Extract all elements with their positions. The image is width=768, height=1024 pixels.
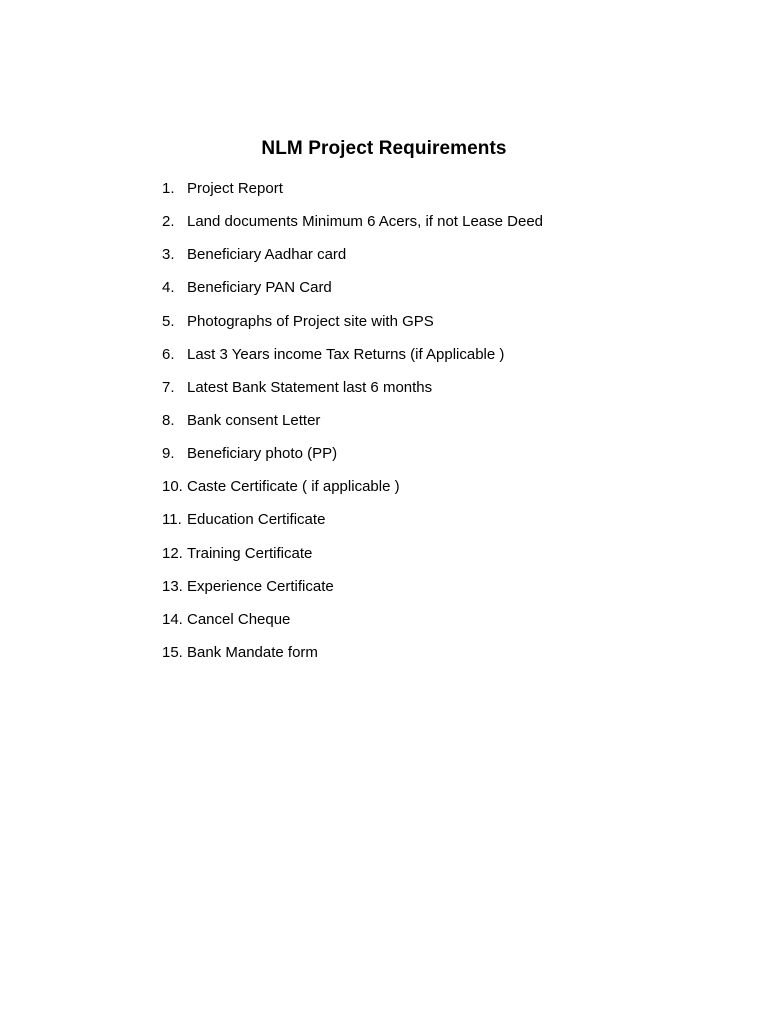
list-item [162, 607, 543, 640]
list-item [162, 541, 543, 574]
item-text: Beneficiary Aadhar card [187, 246, 347, 264]
item-number: 10. [162, 478, 183, 496]
list-item [162, 640, 543, 673]
item-text: Cancel Cheque [187, 610, 291, 628]
list-item [162, 474, 543, 507]
item-text: Bank consent Letter [187, 411, 321, 429]
item-number: 13. [162, 577, 183, 595]
item-text: Photographs of Project site with GPS [187, 312, 434, 330]
item-text: Bank Mandate form [187, 643, 318, 661]
item-number: 8. [162, 411, 175, 429]
list-item [162, 176, 543, 209]
item-text: Last 3 Years income Tax Returns (if Applicable ) [187, 345, 505, 363]
item-text: Experience Certificate [187, 577, 334, 595]
list-item [162, 242, 543, 275]
item-number: 15. [162, 643, 183, 661]
item-number: 2. [162, 213, 175, 231]
item-number: 14. [162, 610, 183, 628]
list-item [162, 441, 543, 474]
requirements-list [162, 176, 543, 673]
list-item [162, 507, 543, 540]
list-item [162, 408, 543, 441]
item-number: 4. [162, 279, 175, 297]
item-number: 7. [162, 378, 175, 396]
item-text: Caste Certificate ( if applicable ) [187, 478, 400, 496]
item-number: 3. [162, 246, 175, 264]
item-text: Beneficiary photo (PP) [187, 445, 338, 463]
item-number: 11. [162, 511, 182, 529]
list-item [162, 275, 543, 308]
list-item [162, 209, 543, 242]
item-number: 9. [162, 445, 175, 463]
list-item [162, 342, 543, 375]
item-text: Project Report [187, 180, 283, 197]
item-number: 5. [162, 312, 175, 330]
document-title: NLM Project Requirements [261, 138, 507, 159]
item-number: 6. [162, 345, 175, 363]
item-text: Training Certificate [187, 544, 313, 562]
item-text: Land documents Minimum 6 Acers, if not Lease Deed [187, 213, 544, 231]
item-number: 12. [162, 544, 183, 562]
list-item [162, 309, 543, 342]
item-number: 1. [162, 180, 175, 197]
item-text: Latest Bank Statement last 6 months [187, 378, 433, 396]
list-item [162, 574, 543, 607]
item-text: Beneficiary PAN Card [187, 279, 332, 297]
list-item [162, 375, 543, 408]
item-text: Education Certificate [187, 511, 326, 529]
